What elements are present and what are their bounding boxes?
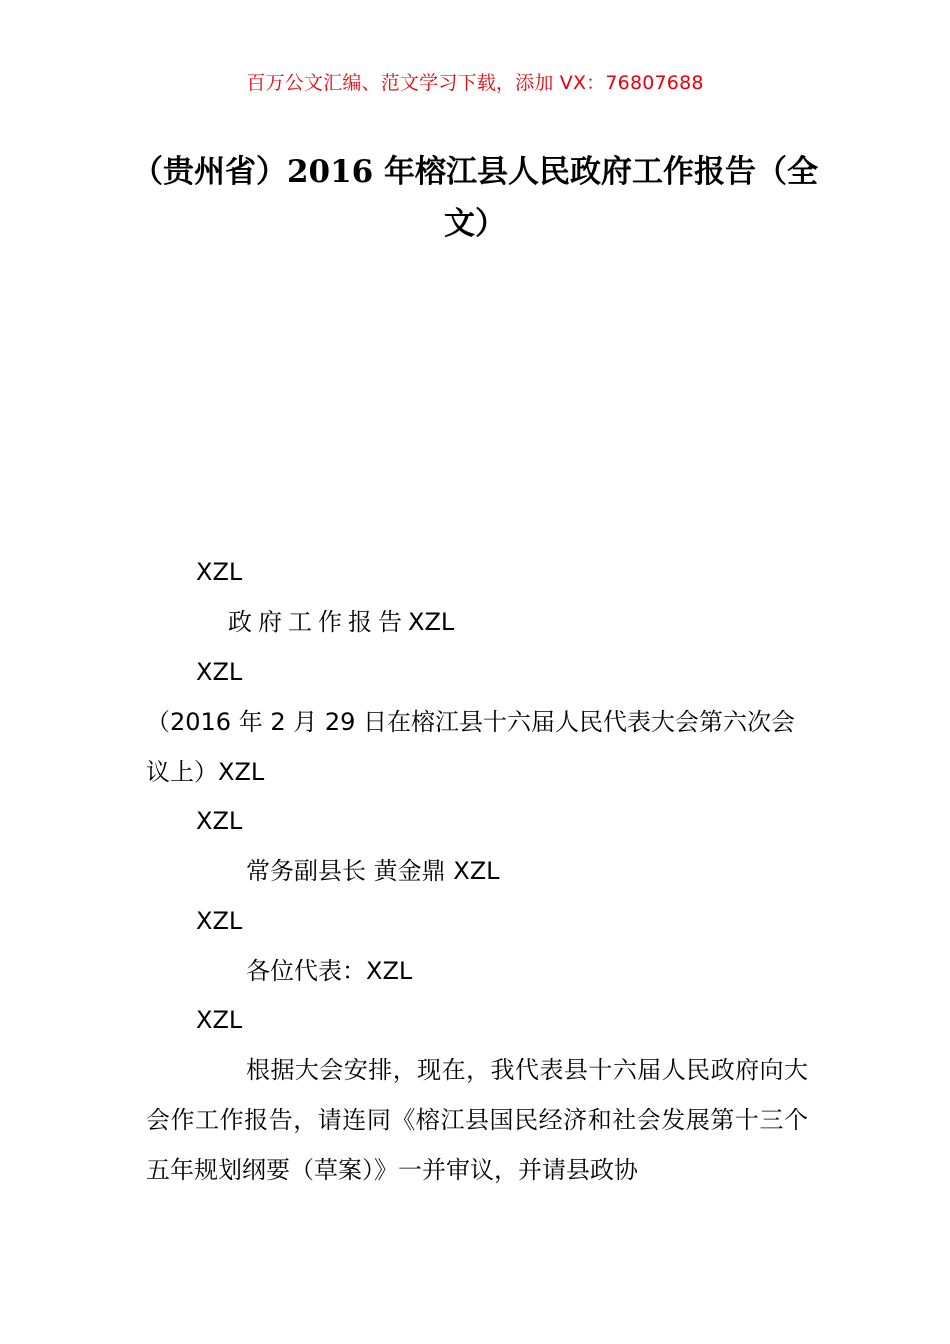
salutation-line: 各位代表：XZL (246, 957, 413, 985)
report-heading-line (228, 607, 454, 637)
report-heading: 政府工作报告 (228, 608, 408, 636)
marker-line: XZL (196, 558, 243, 586)
marker-line: XZL (196, 1006, 243, 1034)
marker-text: XZL (408, 608, 455, 636)
marker-line: XZL (196, 907, 243, 935)
marker-line: XZL (196, 658, 243, 686)
header-watermark-note: 百万公文汇编、范文学习下载，添加 VX：76807688 (246, 72, 704, 94)
document-title: （贵州省）2016 年榕江县人民政府工作报告（全文） (131, 154, 819, 242)
marker-line: XZL (196, 807, 243, 835)
body-paragraph: 根据大会安排，现在，我代表县十六届人民政府向大会作工作报告，请连同《榕江县国民经济和社会发展第十三个五年规划纲要（草案）》一并审议，并请县政协 (146, 1056, 808, 1184)
speaker-line: 常务副县长 黄金鼎 XZL (246, 857, 500, 885)
meeting-info-line: （2016 年 2 月 29 日在榕江县十六届人民代表大会第六次会议上）XZL (146, 708, 796, 786)
